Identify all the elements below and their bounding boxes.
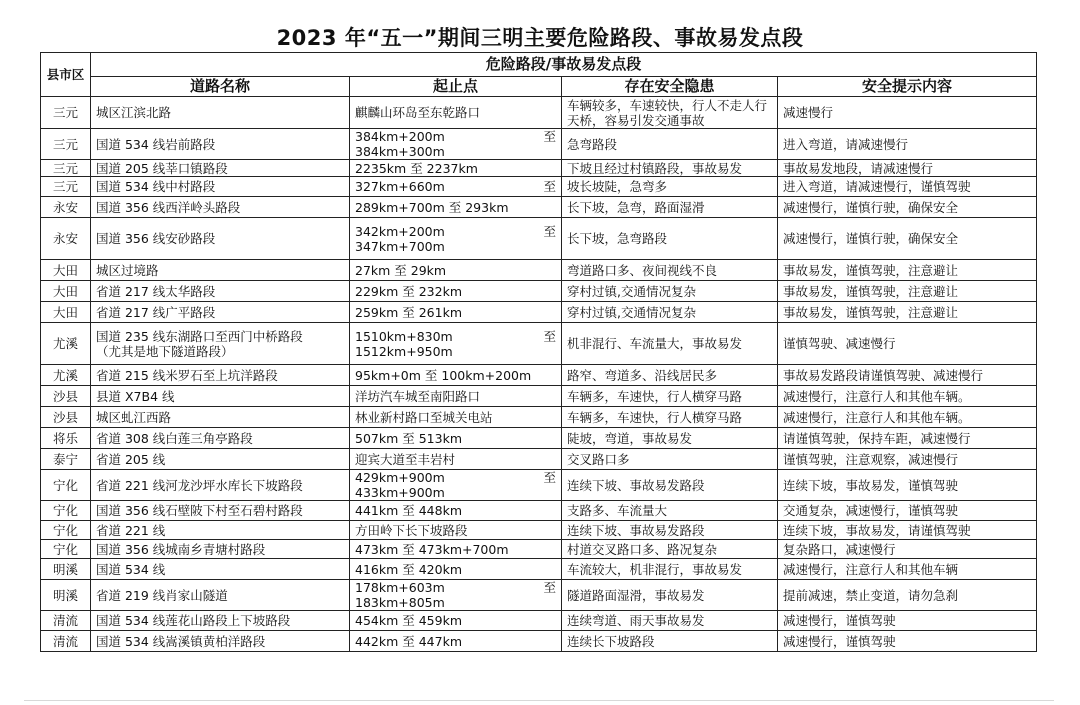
safety-tip-cell: 进入弯道，请减速慢行，谨慎驾驶 (778, 177, 1037, 197)
range-cell: 441km 至 448km (350, 501, 562, 521)
table-row (41, 449, 1037, 470)
road-name-note: （尤其是地下隧道路段） (96, 343, 234, 359)
road-name-cell: 国道 534 线岩前路段 (91, 129, 350, 160)
county-cell: 沙县 (41, 386, 91, 407)
county-cell: 三元 (41, 160, 91, 177)
county-cell: 永安 (41, 218, 91, 260)
column-header-road: 道路名称 (91, 77, 350, 97)
range-cell (350, 218, 562, 260)
hazard-cell: 交叉路口多 (562, 449, 778, 470)
county-cell: 宁化 (41, 540, 91, 559)
range-start: 1510km+830m (355, 328, 453, 344)
hazard-cell: 穿村过镇,交通情况复杂 (562, 302, 778, 323)
safety-tip-cell: 谨慎驾驶、减速慢行 (778, 323, 1037, 365)
range-cell: 259km 至 261km (350, 302, 562, 323)
safety-tip-cell: 减速慢行，谨慎驾驶 (778, 611, 1037, 631)
range-separator: 至 (543, 223, 556, 239)
safety-tip-cell: 事故易发路段请谨慎驾驶、减速慢行 (778, 365, 1037, 386)
range-cell (350, 323, 562, 365)
column-header-range: 起止点 (350, 77, 562, 97)
hazard-cell: 穿村过镇,交通情况复杂 (562, 281, 778, 302)
county-cell: 宁化 (41, 470, 91, 501)
road-name-cell: 省道 205 线 (91, 449, 350, 470)
column-header-tip: 安全提示内容 (778, 77, 1037, 97)
column-header-hazard: 存在安全隐患 (562, 77, 778, 97)
table-row (41, 281, 1037, 302)
range-start: 429km+900m (355, 470, 445, 485)
county-cell: 三元 (41, 97, 91, 129)
range-separator: 至 (543, 179, 556, 194)
county-cell: 明溪 (41, 580, 91, 611)
safety-tip-cell: 减速慢行，注意行人和其他车辆。 (778, 407, 1037, 428)
road-name-text: 国道 235 线东湖路口至西门中桥路段 (96, 328, 303, 344)
range-cell: 454km 至 459km (350, 611, 562, 631)
road-name-cell: 城区过境路 (91, 260, 350, 281)
hazard-cell: 连续长下坡路段 (562, 631, 778, 652)
road-name-cell: 国道 534 线莲花山路段上下坡路段 (91, 611, 350, 631)
range-cell: 229km 至 232km (350, 281, 562, 302)
document-title: 2023 年“五一”期间三明主要危险路段、事故易发点段 (276, 26, 804, 50)
safety-tip-cell: 减速慢行 (778, 97, 1037, 129)
range-separator: 至 (543, 328, 556, 344)
hazard-cell: 路窄、弯道多、沿线居民多 (562, 365, 778, 386)
hazard-cell: 连续下坡、事故易发路段 (562, 470, 778, 501)
group-header: 危险路段/事故易发点段 (91, 53, 1037, 77)
county-cell: 清流 (41, 611, 91, 631)
page-edge-divider (24, 700, 1054, 701)
county-cell: 宁化 (41, 501, 91, 521)
county-cell: 宁化 (41, 521, 91, 540)
road-name-cell: 省道 308 线白莲三角亭路段 (91, 428, 350, 449)
safety-tip-cell: 谨慎驾驶，注意观察，减速慢行 (778, 449, 1037, 470)
road-name-cell: 国道 205 线莘口镇路段 (91, 160, 350, 177)
range-cell: 迎宾大道至丰岩村 (350, 449, 562, 470)
hazard-cell: 坡长坡陡，急弯多 (562, 177, 778, 197)
road-name-cell: 国道 534 线 (91, 559, 350, 580)
range-cell: 洋坊汽车城至南阳路口 (350, 386, 562, 407)
safety-tip-cell: 连续下坡，事故易发，请谨慎驾驶 (778, 521, 1037, 540)
table-row (41, 470, 1037, 501)
range-cell: 507km 至 513km (350, 428, 562, 449)
range-cell: 2235km 至 2237km (350, 160, 562, 177)
table-row (41, 611, 1037, 631)
table-row (41, 386, 1037, 407)
range-end: 347km+700m (355, 238, 445, 254)
hazard-cell: 长下坡，急弯路段 (562, 218, 778, 260)
hazard-cell: 弯道路口多、夜间视线不良 (562, 260, 778, 281)
county-cell: 大田 (41, 260, 91, 281)
road-name-cell: 国道 356 线城南乡青塘村路段 (91, 540, 350, 559)
hazard-cell: 长下坡，急弯，路面湿滑 (562, 197, 778, 218)
county-cell: 大田 (41, 281, 91, 302)
range-end: 183km+805m (355, 595, 445, 610)
safety-tip-cell: 事故易发，谨慎驾驶，注意避让 (778, 302, 1037, 323)
hazard-cell: 连续弯道、雨天事故易发 (562, 611, 778, 631)
county-cell: 三元 (41, 129, 91, 160)
safety-tip-cell: 减速慢行，注意行人和其他车辆。 (778, 386, 1037, 407)
road-name-cell: 城区江滨北路 (91, 97, 350, 129)
range-start: 178km+603m (355, 580, 445, 595)
table-row (41, 365, 1037, 386)
table-row (41, 218, 1037, 260)
table-row (41, 260, 1037, 281)
county-cell: 沙县 (41, 407, 91, 428)
table-row (41, 197, 1037, 218)
county-cell: 清流 (41, 631, 91, 652)
safety-tip-cell: 减速慢行，谨慎驾驶 (778, 631, 1037, 652)
safety-tip-cell: 复杂路口，减速慢行 (778, 540, 1037, 559)
hazard-cell: 车辆多，车速快，行人横穿马路 (562, 407, 778, 428)
range-cell: 方田岭下长下坡路段 (350, 521, 562, 540)
range-cell: 473km 至 473km+700m (350, 540, 562, 559)
road-name-cell: 国道 356 线安砂路段 (91, 218, 350, 260)
range-start: 342km+200m (355, 223, 445, 239)
county-cell: 尤溪 (41, 365, 91, 386)
table-row (41, 97, 1037, 129)
range-cell: 95km+0m 至 100km+200m (350, 365, 562, 386)
table-row (41, 501, 1037, 521)
safety-tip-cell: 交通复杂，减速慢行，谨慎驾驶 (778, 501, 1037, 521)
county-header: 县市区 (41, 53, 91, 97)
safety-tip-cell: 减速慢行，注意行人和其他车辆 (778, 559, 1037, 580)
table-row (41, 407, 1037, 428)
table-row (41, 428, 1037, 449)
hazard-cell: 车流较大，机非混行，事故易发 (562, 559, 778, 580)
road-name-cell: 城区虬江西路 (91, 407, 350, 428)
table-row (41, 559, 1037, 580)
safety-tip-cell: 提前减速，禁止变道，请勿急刹 (778, 580, 1037, 611)
range-cell (350, 470, 562, 501)
hazard-cell: 机非混行、车流量大，事故易发 (562, 323, 778, 365)
road-name-cell: 国道 534 线嵩溪镇黄柏洋路段 (91, 631, 350, 652)
table-row (41, 177, 1037, 197)
table-row (41, 631, 1037, 652)
safety-tip-cell: 减速慢行，谨慎行驶，确保安全 (778, 218, 1037, 260)
range-start: 384km+200m (355, 129, 445, 144)
hazard-cell: 隧道路面湿滑，事故易发 (562, 580, 778, 611)
road-name-cell: 县道 X7B4 线 (91, 386, 350, 407)
table-row (41, 129, 1037, 160)
county-cell: 尤溪 (41, 323, 91, 365)
safety-tip-cell: 事故易发地段，请减速慢行 (778, 160, 1037, 177)
safety-tip-cell: 请谨慎驾驶，保持车距，减速慢行 (778, 428, 1037, 449)
range-cell: 416km 至 420km (350, 559, 562, 580)
range-end: 433km+900m (355, 485, 445, 500)
safety-tip-cell: 连续下坡，事故易发，谨慎驾驶 (778, 470, 1037, 501)
hazard-cell: 村道交叉路口多、路况复杂 (562, 540, 778, 559)
road-name-cell: 国道 356 线西洋岭头路段 (91, 197, 350, 218)
range-separator: 至 (543, 580, 556, 595)
range-cell: 林业新村路口至城关电站 (350, 407, 562, 428)
range-cell (350, 129, 562, 160)
range-end: 1512km+950m (355, 343, 453, 359)
range-cell: 289km+700m 至 293km (350, 197, 562, 218)
table-body (41, 97, 1037, 652)
road-name-cell: 国道 356 线石壁陂下村至石碧村路段 (91, 501, 350, 521)
hazard-cell: 下坡且经过村镇路段，事故易发 (562, 160, 778, 177)
hazard-cell: 支路多、车流量大 (562, 501, 778, 521)
county-cell: 三元 (41, 177, 91, 197)
road-name-cell: 国道 534 线中村路段 (91, 177, 350, 197)
county-cell: 明溪 (41, 559, 91, 580)
table-row (41, 521, 1037, 540)
range-cell: 麒麟山环岛至东乾路口 (350, 97, 562, 129)
range-separator: 至 (543, 129, 556, 144)
safety-tip-cell: 事故易发，谨慎驾驶，注意避让 (778, 260, 1037, 281)
table-row (41, 540, 1037, 559)
range-cell (350, 580, 562, 611)
county-cell: 泰宁 (41, 449, 91, 470)
hazard-table (40, 52, 1037, 652)
hazard-cell: 急弯路段 (562, 129, 778, 160)
county-cell: 大田 (41, 302, 91, 323)
county-cell: 永安 (41, 197, 91, 218)
table-row (41, 302, 1037, 323)
road-name-cell: 省道 217 线广平路段 (91, 302, 350, 323)
safety-tip-cell: 减速慢行，谨慎行驶，确保安全 (778, 197, 1037, 218)
table-row (41, 160, 1037, 177)
range-start: 327km+660m (355, 179, 445, 194)
hazard-cell: 车辆较多，车速较快，行人不走人行天桥，容易引发交通事故 (562, 97, 778, 129)
range-cell: 27km 至 29km (350, 260, 562, 281)
road-name-cell: 省道 219 线肖家山隧道 (91, 580, 350, 611)
hazard-cell: 车辆多，车速快，行人横穿马路 (562, 386, 778, 407)
road-name-cell: 省道 221 线 (91, 521, 350, 540)
safety-tip-cell: 事故易发，谨慎驾驶，注意避让 (778, 281, 1037, 302)
table-row (41, 580, 1037, 611)
range-cell (350, 177, 562, 197)
range-cell: 442km 至 447km (350, 631, 562, 652)
county-cell: 将乐 (41, 428, 91, 449)
range-separator: 至 (543, 470, 556, 485)
range-end: 384km+300m (355, 144, 445, 159)
road-name-cell: 省道 217 线太华路段 (91, 281, 350, 302)
table-row (41, 323, 1037, 365)
road-name-cell: 省道 215 线米罗石至上坑洋路段 (91, 365, 350, 386)
safety-tip-cell: 进入弯道，请减速慢行 (778, 129, 1037, 160)
hazard-cell: 陡坡，弯道，事故易发 (562, 428, 778, 449)
road-name-cell: 省道 221 线河龙沙坪水库长下坡路段 (91, 470, 350, 501)
hazard-cell: 连续下坡、事故易发路段 (562, 521, 778, 540)
road-name-cell (91, 323, 350, 365)
